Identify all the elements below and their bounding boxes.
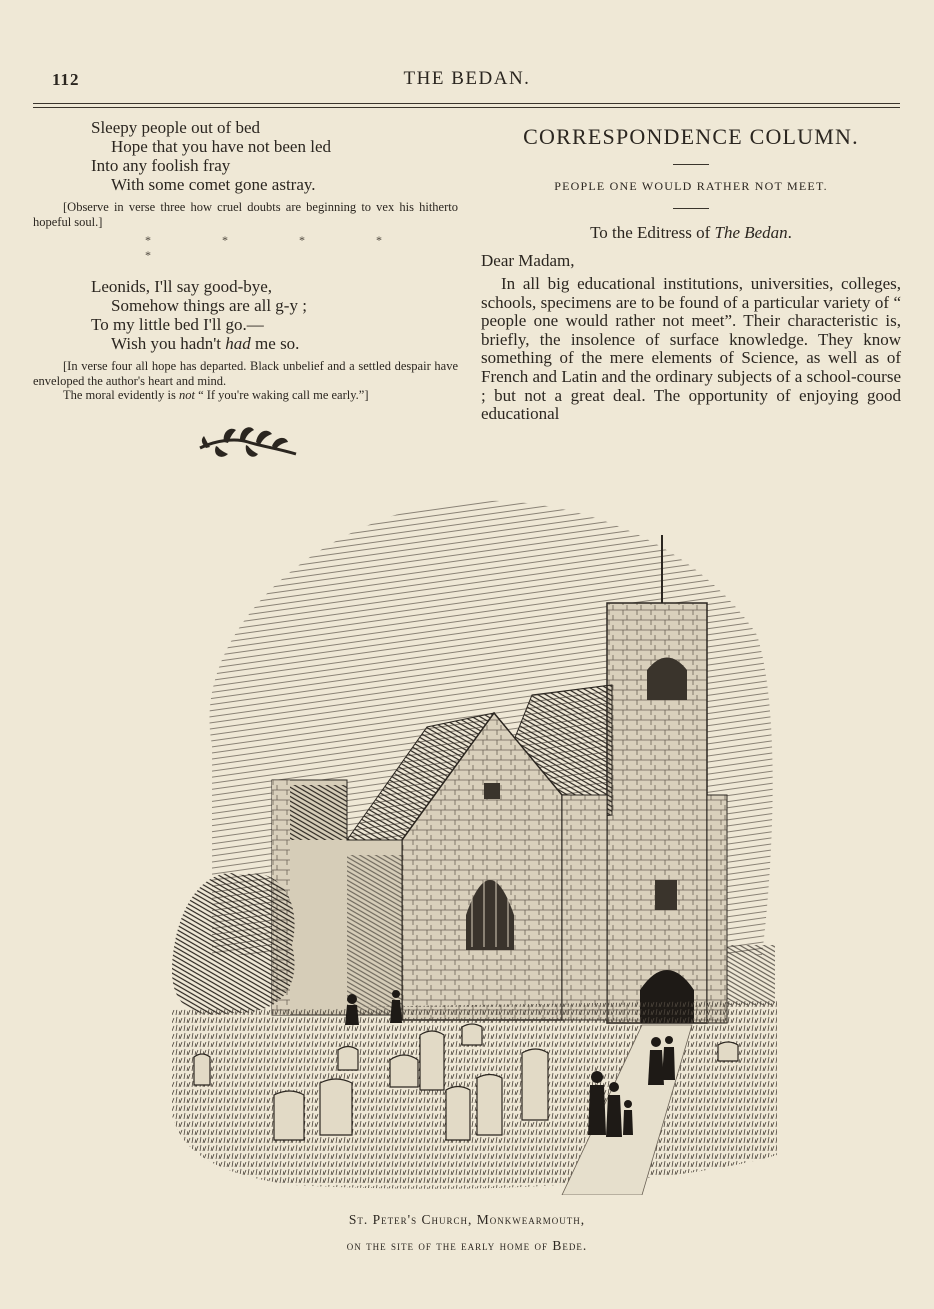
church-engraving-illustration-icon — [172, 495, 777, 1195]
figure-caption-line-2: on the site of the early home of Bede. — [346, 1238, 588, 1253]
verse-four — [33, 277, 458, 353]
column-title: CORRESPONDENCE COLUMN. — [523, 124, 859, 149]
verse-line: Sleepy people out of bed — [91, 118, 261, 137]
left-column — [33, 118, 458, 403]
verse-line — [33, 334, 458, 353]
leaf-flourish-ornament-icon — [196, 418, 300, 462]
subhead-rule — [673, 208, 709, 209]
verse-line: To my little bed I'll go.— — [91, 315, 264, 334]
verse-line: Hope that you have not been led — [111, 137, 331, 156]
editorial-note-verse-four: [In verse four all hope has departed. Black unbelief and a settled despair have enveloped the author's heart and mind. — [33, 359, 458, 388]
editorial-note-verse-three: [Observe in verse three how cruel doubts are beginning to vex his hitherto hopeful soul.] — [33, 200, 458, 229]
header-rule-top — [33, 103, 900, 104]
verse-line: Leonids, I'll say good-bye, — [91, 277, 273, 296]
editorial-note-moral — [33, 388, 458, 403]
letter-body: In all big educational institutions, universities, colleges, schools, specimens are to be found of a particular variety of “ people one would rather not meet”. Their characteristic is, briefly, the insolence of surface knowledge. They know something of the mere elements of Science, as well as of French and Latin and the ordinary subjects of a school-course ; but not a great deal. The opportunity of enjoying good educational — [481, 274, 901, 424]
asterism-divider: * * * * * — [145, 233, 416, 262]
verse-text: me so. — [250, 334, 300, 353]
verse-text: Wish you hadn't — [111, 334, 226, 353]
addressee-text: To the Editress of — [590, 223, 715, 242]
verse-emphasis: had — [225, 334, 251, 353]
page-number: 112 — [52, 70, 80, 89]
verse-three — [33, 118, 458, 194]
note-emphasis: not — [178, 388, 195, 402]
note-text: “ If you're waking call me early.”] — [194, 388, 369, 402]
addressee-line — [481, 223, 901, 243]
verse-line: Somehow things are all g-y ; — [111, 296, 307, 315]
verse-line: With some comet gone astray. — [111, 175, 316, 194]
header-rule-bottom — [33, 107, 900, 108]
note-text: The moral evidently is — [63, 388, 179, 402]
publication-name: The Bedan — [714, 223, 788, 242]
addressee-text: . — [787, 223, 792, 242]
salutation: Dear Madam, — [481, 251, 575, 270]
right-column — [481, 118, 901, 424]
figure-caption-line-1: St. Peter's Church, Monkwearmouth, — [348, 1212, 586, 1227]
title-rule — [673, 164, 709, 165]
verse-line: Into any foolish fray — [91, 156, 231, 175]
article-subhead: PEOPLE ONE WOULD RATHER NOT MEET. — [554, 179, 828, 193]
running-title: THE BEDAN. — [403, 68, 531, 89]
